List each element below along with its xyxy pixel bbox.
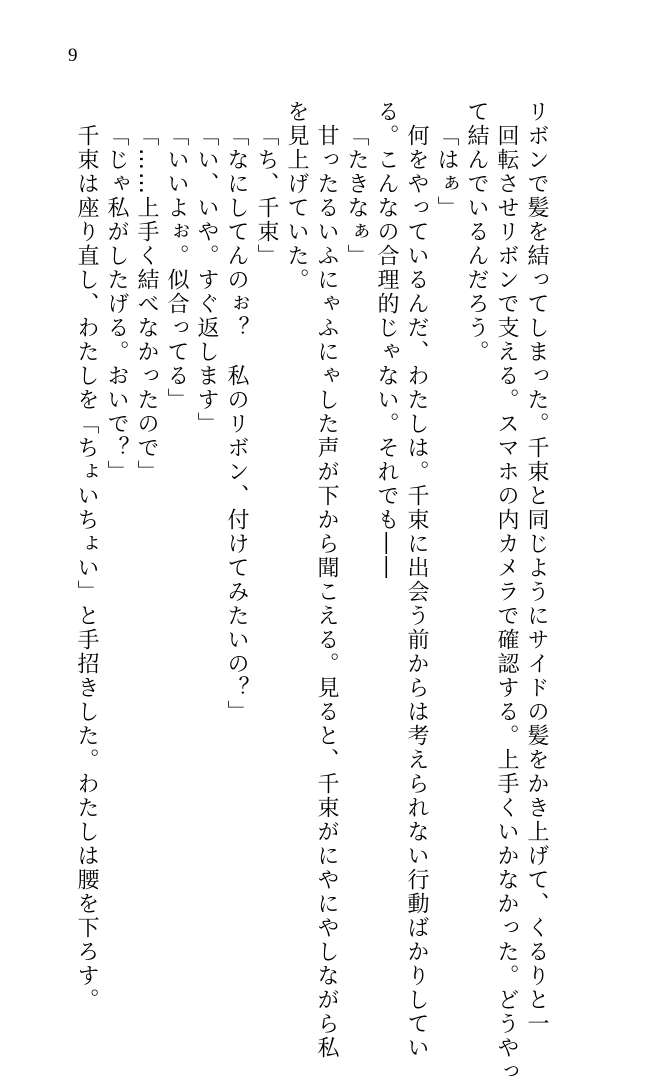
text-column: 「じゃ私がしたげる。おいで？」 bbox=[104, 124, 129, 484]
page-number: 9 bbox=[68, 45, 78, 66]
text-column: 回転させリボンで支える。スマホの内カメラで確認する。上手くいかなかった。どうやっ bbox=[494, 124, 519, 1084]
text-column: 千束は座り直し、わたしを「ちょいちょい」と手招きした。わたしは腰を下ろす。 bbox=[74, 124, 99, 1012]
text-column: る。こんなの合理的じゃない。それでも―― bbox=[374, 100, 399, 580]
text-column: 何をやっているんだ、わたしは。千束に出会う前からは考えられない行動ばかりしてい bbox=[404, 124, 429, 1060]
text-column: 甘ったるいふにゃふにゃした声が下から聞こえる。見ると、千束がにやにやしながら私 bbox=[314, 124, 339, 1060]
text-column: 「……上手く結べなかったので」 bbox=[134, 124, 159, 484]
text-column: て結んでいるんだろう。 bbox=[464, 100, 489, 364]
text-column: 「たきなぁ」 bbox=[344, 124, 369, 268]
text-column: 「ち、千束」 bbox=[254, 124, 279, 268]
text-column: 「いいよぉ。似合ってる」 bbox=[164, 124, 189, 412]
text-column: 「はぁ」 bbox=[434, 124, 459, 220]
text-column: を見上げていた。 bbox=[284, 100, 309, 292]
text-column: 「い、いや。すぐ返します」 bbox=[194, 124, 219, 436]
text-column: 「なにしてんのぉ？ 私のリボン、付けてみたいの？」 bbox=[224, 124, 249, 724]
text-column: リボンで髪を結ってしまった。千束と同じようにサイドの髪をかき上げて、くるりと一 bbox=[524, 100, 549, 1036]
